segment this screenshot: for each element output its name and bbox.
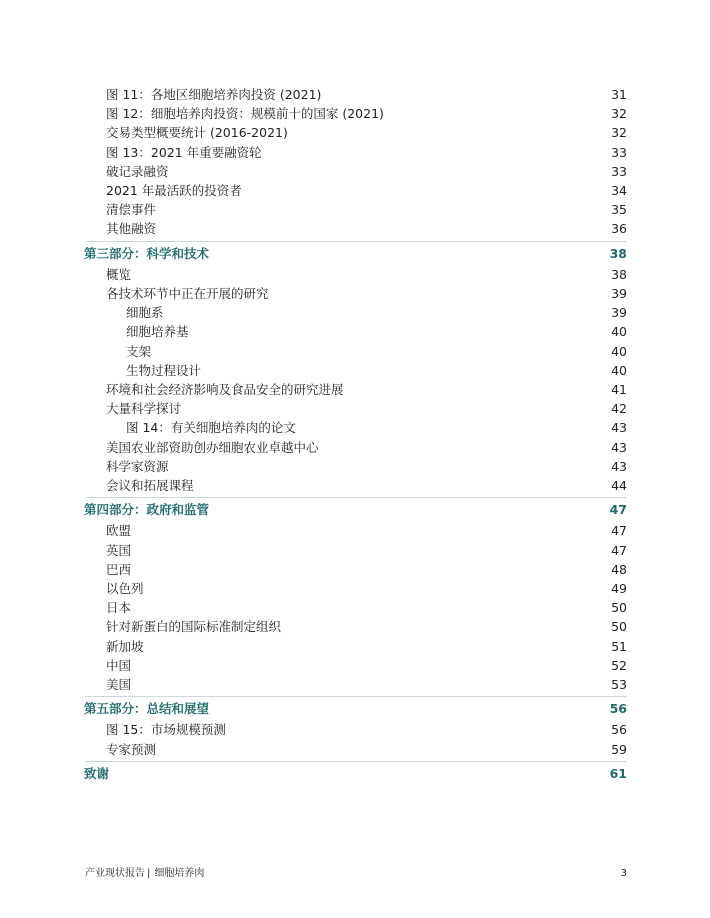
toc-entry-page: 38 (609, 245, 627, 261)
toc-entry-page: 48 (611, 561, 627, 577)
toc-entry-label: 细胞培养基 (126, 324, 189, 340)
toc-entry-page: 40 (611, 324, 627, 340)
toc-entry-label: 针对新蛋白的国际标准制定组织 (106, 619, 282, 635)
toc-entry-page: 53 (611, 677, 627, 692)
toc-entry-page: 41 (611, 382, 627, 397)
toc-entry-label: 图 15：市场规模预测 (106, 722, 226, 738)
toc-entry[interactable] (0, 285, 627, 303)
toc-entry-label: 支架 (126, 343, 152, 359)
toc-entry-page: 39 (611, 286, 627, 301)
toc-entry-label: 第五部分：总结和展望 (84, 701, 210, 717)
toc-entry[interactable] (0, 618, 627, 636)
toc-entry-label: 英国 (106, 542, 132, 558)
toc-entry-page: 32 (611, 125, 627, 141)
toc-entry-page: 33 (611, 144, 627, 160)
toc-entry-label: 细胞系 (126, 305, 164, 321)
section-divider (85, 761, 627, 762)
toc-entry-page: 52 (611, 657, 627, 673)
toc-entry[interactable] (0, 458, 627, 476)
toc-entry-page: 43 (611, 458, 627, 474)
toc-entry[interactable] (0, 580, 627, 598)
toc-entry[interactable] (0, 201, 627, 219)
toc-entry-page: 35 (611, 202, 627, 218)
toc-entry-page: 43 (611, 420, 627, 436)
toc-entry[interactable] (0, 266, 627, 284)
toc-entry-page: 50 (611, 600, 627, 616)
toc-entry[interactable] (0, 343, 627, 361)
toc-entry[interactable] (0, 182, 627, 200)
toc-entry-page: 39 (611, 305, 627, 321)
toc-entry-label: 环境和社会经济影响及食品安全的研究进展 (106, 382, 344, 397)
toc-entry-label: 概览 (106, 266, 132, 282)
section-divider (85, 497, 627, 498)
toc-entry-page: 32 (611, 106, 627, 122)
toc-entry-label: 图 12：细胞培养肉投资：规模前十的国家 (2021) (106, 106, 384, 122)
toc-entry-page: 59 (611, 741, 627, 757)
toc-entry-label: 生物过程设计 (126, 362, 202, 378)
toc-entry[interactable] (0, 105, 627, 123)
footer-page-number: 3 (620, 868, 627, 879)
toc-entry-page: 38 (611, 266, 627, 282)
footer-separator: | (147, 868, 151, 879)
toc-entry-page: 50 (611, 619, 627, 635)
toc-entry-label: 科学家资源 (106, 458, 169, 474)
toc-entry-label: 巴西 (106, 561, 132, 577)
toc-entry-label: 第四部分：政府和监管 (84, 502, 210, 518)
toc-entry[interactable] (0, 599, 627, 617)
toc-entry[interactable] (0, 419, 627, 437)
toc-entry-label: 新加坡 (106, 638, 144, 654)
toc-entry[interactable] (0, 86, 627, 104)
toc-entry-label: 美国 (106, 677, 132, 692)
toc-entry-page: 40 (611, 343, 627, 359)
toc-entry-label: 以色列 (106, 581, 144, 596)
toc-entry[interactable] (0, 638, 627, 656)
toc-entry[interactable] (0, 676, 627, 694)
toc-entry-label: 专家预测 (106, 741, 157, 757)
toc-section-heading[interactable] (0, 700, 627, 718)
toc-entry-label: 第三部分：科学和技术 (84, 245, 210, 261)
toc-entry-page: 49 (611, 581, 627, 596)
section-divider (85, 696, 627, 697)
toc-entry-page: 47 (609, 502, 627, 518)
toc-entry[interactable] (0, 304, 627, 322)
toc-entry-page: 56 (609, 701, 627, 717)
toc-entry-label: 美国农业部资助创办细胞农业卓越中心 (106, 439, 319, 455)
footer-report-title: 产业现状报告 (85, 868, 145, 879)
toc-entry-page: 34 (611, 183, 627, 198)
toc-entry[interactable] (0, 721, 627, 739)
toc-section-heading[interactable] (0, 501, 627, 519)
toc-entry-page: 42 (611, 401, 627, 417)
toc-entry[interactable] (0, 439, 627, 457)
toc-entry[interactable] (0, 220, 627, 238)
toc-entry[interactable] (0, 741, 627, 759)
toc-entry[interactable] (0, 561, 627, 579)
toc-entry-label: 图 14：有关细胞培养肉的论文 (126, 420, 296, 436)
toc-entry-label: 图 13：2021 年重要融资轮 (106, 144, 262, 160)
toc-entry[interactable] (0, 657, 627, 675)
toc-entry-label: 2021 年最活跃的投资者 (106, 183, 242, 198)
toc-entry-page: 36 (611, 221, 627, 237)
toc-entry-label: 大量科学探讨 (106, 401, 182, 417)
toc-entry[interactable] (0, 163, 627, 181)
toc-entry[interactable] (0, 477, 627, 495)
toc-entry[interactable] (0, 323, 627, 341)
toc-entry-label: 欧盟 (106, 523, 132, 539)
toc-entry-page: 31 (611, 87, 627, 102)
toc-entry[interactable] (0, 522, 627, 540)
toc-section-heading[interactable] (0, 765, 627, 783)
page-footer (85, 866, 627, 882)
footer-title (85, 866, 204, 882)
toc-entry-label: 会议和拓展课程 (106, 478, 194, 493)
toc-entry-label: 各技术环节中正在开展的研究 (106, 286, 269, 301)
toc-entry-page: 56 (611, 722, 627, 738)
toc-entry-label: 其他融资 (106, 221, 157, 237)
toc-entry-page: 61 (609, 765, 627, 781)
toc-entry-label: 清偿事件 (106, 202, 157, 218)
toc-entry-page: 33 (611, 163, 627, 179)
toc-entry-label: 日本 (106, 600, 132, 616)
section-divider (85, 241, 627, 242)
toc-entry-label: 交易类型概要统计 (2016-2021) (106, 125, 288, 141)
toc-section-heading[interactable] (0, 245, 627, 263)
toc-entry-label: 致谢 (84, 765, 110, 781)
toc-entry-page: 47 (611, 542, 627, 558)
toc-entry[interactable] (0, 362, 627, 380)
toc-entry-page: 51 (611, 638, 627, 654)
toc-entry-page: 40 (611, 362, 627, 378)
toc-entry[interactable] (0, 144, 627, 162)
toc-entry[interactable] (0, 400, 627, 418)
toc-entry-page: 47 (611, 523, 627, 539)
toc-entry-page: 43 (611, 439, 627, 455)
toc-entry[interactable] (0, 381, 627, 399)
toc-entry-page: 44 (611, 478, 627, 493)
footer-subject: 细胞培养肉 (154, 868, 205, 879)
toc-entry-label: 破记录融资 (106, 163, 169, 179)
toc-entry-label: 中国 (106, 657, 132, 673)
toc-entry[interactable] (0, 124, 627, 142)
toc-entry-label: 图 11：各地区细胞培养肉投资 (2021) (106, 87, 322, 102)
toc-entry[interactable] (0, 542, 627, 560)
